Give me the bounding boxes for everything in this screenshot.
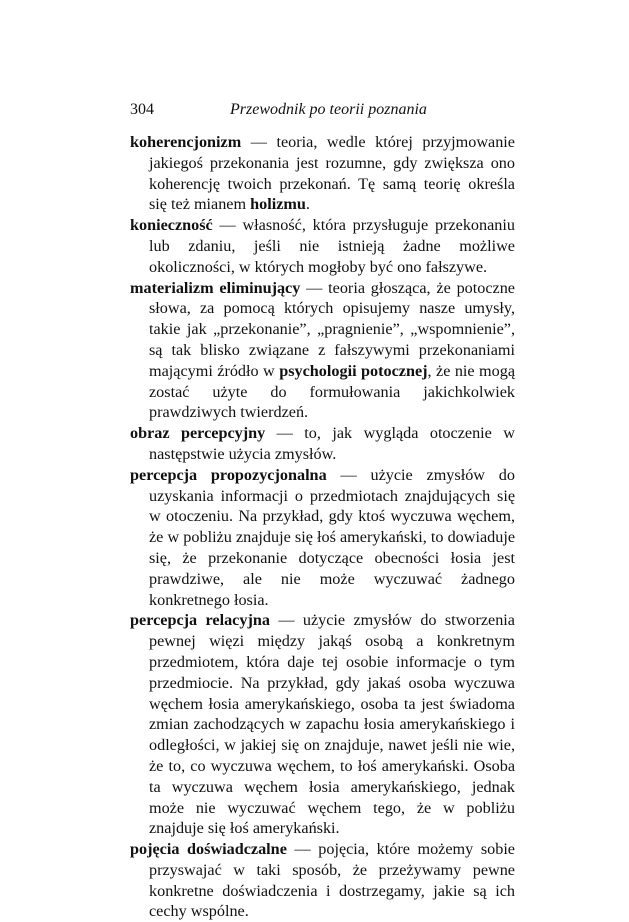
- glossary-term: pojęcia doświadczalne: [130, 840, 287, 859]
- glossary-entry-obraz-percepcyjny: [130, 423, 515, 465]
- glossary-definition: — użycie zmysłów do uzyskania informacji o przedmiotach znajdujących się w otoczeniu. Na przykład, gdy ktoś wyczuwa węchem, że w pobliżu znajduje się łoś amerykański, to dowiaduje się, że przekonanie dotyczące obecności łosia jest prawdziwe, ale nie może wyczuwać żadnego konkretnego łosia.: [149, 465, 515, 609]
- glossary-entry-percepcja-relacyjna: [130, 610, 515, 839]
- glossary-definition: — własność, która przysługuje przekonaniu lub zdaniu, jeśli nie istnieją żadne możliwe okoliczności, w których mogłoby być ono fałszywe.: [149, 216, 515, 276]
- glossary-entry-koniecznosc: [130, 215, 515, 277]
- glossary-entry-materializm-eliminujacy: [130, 278, 515, 424]
- glossary-definition: — teoria, wedle której przyjmowanie jakiegoś przekonania jest rozumne, gdy zwiększa ono koherencję twoich przekonań. Tę samą teorię określa się też mianem: [149, 133, 515, 214]
- glossary-term: percepcja propozycjonalna: [130, 465, 327, 484]
- running-title: Przewodnik po teorii poznania: [230, 101, 427, 118]
- glossary-term: obraz percepcyjny: [130, 424, 266, 443]
- cross-reference: holizmu: [250, 195, 306, 214]
- glossary-entries: [130, 132, 515, 922]
- glossary-entry-koherencjonizm: [130, 132, 515, 215]
- glossary-term: konieczność: [130, 216, 213, 235]
- glossary-entry-percepcja-propozycjonalna: [130, 465, 515, 611]
- page-number: 304: [130, 101, 154, 118]
- glossary-definition: — to, jak wygląda otoczenie w następstwie użycia zmysłów.: [149, 424, 515, 463]
- page-header: [130, 101, 515, 123]
- glossary-definition-tail: .: [305, 195, 310, 214]
- glossary-term: koherencjonizm: [130, 133, 242, 151]
- glossary-entry-pojecia-doswiadczalne: [130, 839, 515, 922]
- glossary-term: materializm eliminujący: [130, 278, 301, 297]
- cross-reference: psychologii potocznej: [279, 361, 428, 380]
- glossary-definition: — pojęcia, które możemy sobie przyswajać w taki sposób, że przeżywamy pewne konkretne doświadczenia i dostrzegamy, jakie są ich cechy wspólne.: [149, 840, 515, 921]
- glossary-definition-tail: , że nie mogą zostać użyte do formułowania jakichkolwiek prawdziwych twierdzeń.: [149, 361, 516, 422]
- glossary-term: percepcja relacyjna: [130, 611, 270, 630]
- glossary-definition: — teoria głosząca, że potoczne słowa, za pomocą których opisujemy nasze umysły, takie jak „przekonanie”, „pragnienie”, „wspomnienie”, są tak blisko związane z fałszywymi przekonaniami mającymi źródło w: [149, 278, 515, 380]
- glossary-definition: — użycie zmysłów do stworzenia pewnej więzi między jakąś osobą a konkretnym przedmiotem, która daje tej osobie informacje o tym przedmiocie. Na przykład, gdy jakaś osoba wyczuwa węchem łosia amerykańskiego, osoba ta jest świadoma zmian zachodzących w zapachu łosia amerykańskiego i odległości, w jakiej się on znajduje, nawet jeśli nie wie, że to, co wyczuwa węchem, to łoś amerykański. Osoba ta wyczuwa węchem łosia amerykańskiego, jednak może nie wyczuwać węchem tego, że w pobliżu znajduje się łoś amerykański.: [149, 611, 515, 838]
